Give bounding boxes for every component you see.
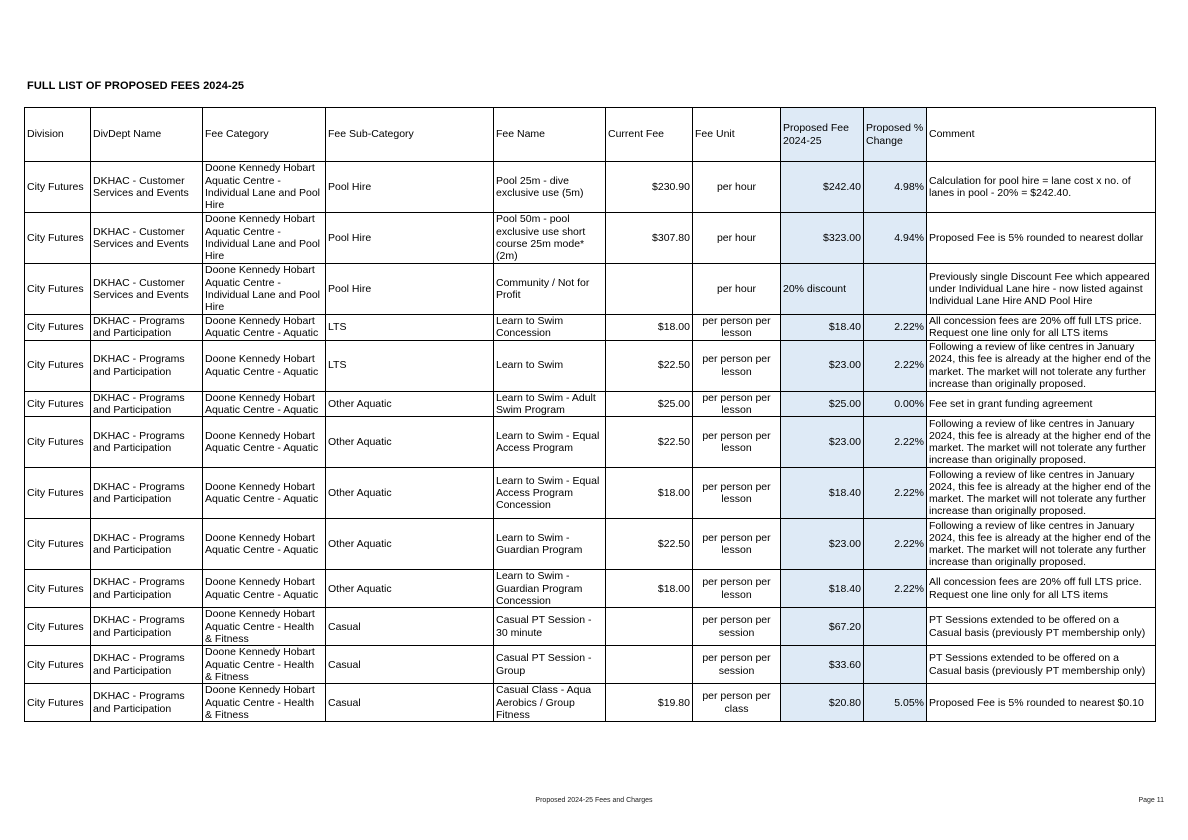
table-row xyxy=(25,570,1156,608)
fee-name-cell: Casual PT Session - 30 minute xyxy=(494,608,606,646)
fee-category-cell: Doone Kennedy Hobart Aquatic Centre - Aquatic xyxy=(203,468,326,519)
table-row xyxy=(25,264,1156,315)
current-fee-cell: $18.00 xyxy=(606,315,693,341)
percent-change-cell xyxy=(864,608,927,646)
current-fee-cell: $22.50 xyxy=(606,519,693,570)
table-row xyxy=(25,162,1156,213)
comment-cell: Fee set in grant funding agreement xyxy=(927,391,1156,417)
proposed-fee-cell: $20.80 xyxy=(781,684,864,722)
division-cell: City Futures xyxy=(25,608,91,646)
fee-category-cell: Doone Kennedy Hobart Aquatic Centre - Aquatic xyxy=(203,417,326,468)
current-fee-cell: $22.50 xyxy=(606,417,693,468)
column-header: Fee Sub-Category xyxy=(326,108,494,162)
fees-table xyxy=(24,107,1156,722)
page-number: Page 11 xyxy=(1138,797,1164,804)
divdept-cell: DKHAC - Programs and Participation xyxy=(91,570,203,608)
fee-unit-cell: per person per lesson xyxy=(693,315,781,341)
percent-change-cell: 0.00% xyxy=(864,391,927,417)
fee-unit-cell: per person per session xyxy=(693,608,781,646)
fee-name-cell: Learn to Swim - Equal Access Program xyxy=(494,417,606,468)
divdept-cell: DKHAC - Programs and Participation xyxy=(91,417,203,468)
fee-subcategory-cell: Casual xyxy=(326,684,494,722)
fee-category-cell: Doone Kennedy Hobart Aquatic Centre - Aquatic xyxy=(203,391,326,417)
fee-subcategory-cell: Pool Hire xyxy=(326,264,494,315)
fee-name-cell: Community / Not for Profit xyxy=(494,264,606,315)
proposed-fee-cell: $25.00 xyxy=(781,391,864,417)
proposed-fee-cell: $18.40 xyxy=(781,570,864,608)
fee-subcategory-cell: LTS xyxy=(326,315,494,341)
fee-category-cell: Doone Kennedy Hobart Aquatic Centre - Aquatic xyxy=(203,519,326,570)
fee-name-cell: Casual Class - Aqua Aerobics / Group Fitness xyxy=(494,684,606,722)
comment-cell: Proposed Fee is 5% rounded to nearest dollar xyxy=(927,213,1156,264)
table-row xyxy=(25,519,1156,570)
proposed-fee-cell: $67.20 xyxy=(781,608,864,646)
proposed-fee-cell: $23.00 xyxy=(781,519,864,570)
fee-subcategory-cell: LTS xyxy=(326,340,494,391)
fee-name-cell: Casual PT Session - Group xyxy=(494,646,606,684)
proposed-fee-cell: $18.40 xyxy=(781,468,864,519)
proposed-fee-cell: $23.00 xyxy=(781,417,864,468)
division-cell: City Futures xyxy=(25,213,91,264)
fee-unit-cell: per person per session xyxy=(693,646,781,684)
column-header: Comment xyxy=(927,108,1156,162)
footer-title: Proposed 2024-25 Fees and Charges xyxy=(535,797,653,804)
percent-change-cell: 4.98% xyxy=(864,162,927,213)
comment-cell: Following a review of like centres in January 2024, this fee is already at the higher end of the market. The market will not tolerate any further increase than originally proposed. xyxy=(927,519,1156,570)
table-row xyxy=(25,468,1156,519)
fee-name-cell: Learn to Swim - Adult Swim Program xyxy=(494,391,606,417)
fee-subcategory-cell: Other Aquatic xyxy=(326,519,494,570)
current-fee-cell xyxy=(606,608,693,646)
current-fee-cell: $19.80 xyxy=(606,684,693,722)
divdept-cell: DKHAC - Programs and Participation xyxy=(91,391,203,417)
fee-name-cell: Learn to Swim xyxy=(494,340,606,391)
fee-category-cell: Doone Kennedy Hobart Aquatic Centre - Individual Lane and Pool Hire xyxy=(203,162,326,213)
column-header: Fee Name xyxy=(494,108,606,162)
divdept-cell: DKHAC - Programs and Participation xyxy=(91,646,203,684)
fee-subcategory-cell: Other Aquatic xyxy=(326,417,494,468)
table-row xyxy=(25,213,1156,264)
comment-cell: PT Sessions extended to be offered on a Casual basis (previously PT membership only) xyxy=(927,646,1156,684)
percent-change-cell: 2.22% xyxy=(864,468,927,519)
proposed-fee-cell: $242.40 xyxy=(781,162,864,213)
table-row xyxy=(25,646,1156,684)
comment-cell: Calculation for pool hire = lane cost x no. of lanes in pool - 20% = $242.40. xyxy=(927,162,1156,213)
fee-unit-cell: per person per class xyxy=(693,684,781,722)
current-fee-cell: $307.80 xyxy=(606,213,693,264)
fee-name-cell: Pool 25m - dive exclusive use (5m) xyxy=(494,162,606,213)
fee-subcategory-cell: Casual xyxy=(326,608,494,646)
fee-category-cell: Doone Kennedy Hobart Aquatic Centre - Health & Fitness xyxy=(203,608,326,646)
current-fee-cell: $18.00 xyxy=(606,570,693,608)
divdept-cell: DKHAC - Programs and Participation xyxy=(91,684,203,722)
fee-name-cell: Learn to Swim Concession xyxy=(494,315,606,341)
percent-change-cell: 2.22% xyxy=(864,519,927,570)
division-cell: City Futures xyxy=(25,315,91,341)
fee-unit-cell: per hour xyxy=(693,162,781,213)
fee-unit-cell: per person per lesson xyxy=(693,468,781,519)
fee-category-cell: Doone Kennedy Hobart Aquatic Centre - Aquatic xyxy=(203,570,326,608)
percent-change-cell: 2.22% xyxy=(864,315,927,341)
comment-cell: Following a review of like centres in January 2024, this fee is already at the higher end of the market. The market will not tolerate any further increase than originally proposed. xyxy=(927,417,1156,468)
division-cell: City Futures xyxy=(25,468,91,519)
divdept-cell: DKHAC - Programs and Participation xyxy=(91,468,203,519)
table-row xyxy=(25,340,1156,391)
division-cell: City Futures xyxy=(25,162,91,213)
comment-cell: PT Sessions extended to be offered on a Casual basis (previously PT membership only) xyxy=(927,608,1156,646)
fee-subcategory-cell: Pool Hire xyxy=(326,213,494,264)
fee-subcategory-cell: Casual xyxy=(326,646,494,684)
comment-cell: All concession fees are 20% off full LTS price. Request one line only for all LTS items xyxy=(927,315,1156,341)
table-row xyxy=(25,391,1156,417)
percent-change-cell xyxy=(864,646,927,684)
division-cell: City Futures xyxy=(25,646,91,684)
current-fee-cell: $22.50 xyxy=(606,340,693,391)
fee-category-cell: Doone Kennedy Hobart Aquatic Centre - Aquatic xyxy=(203,315,326,341)
division-cell: City Futures xyxy=(25,570,91,608)
division-cell: City Futures xyxy=(25,391,91,417)
proposed-fee-cell: $33.60 xyxy=(781,646,864,684)
division-cell: City Futures xyxy=(25,684,91,722)
fee-category-cell: Doone Kennedy Hobart Aquatic Centre - Individual Lane and Pool Hire xyxy=(203,213,326,264)
page-heading: FULL LIST OF PROPOSED FEES 2024-25 xyxy=(27,80,245,92)
fee-category-cell: Doone Kennedy Hobart Aquatic Centre - Health & Fitness xyxy=(203,684,326,722)
divdept-cell: DKHAC - Programs and Participation xyxy=(91,340,203,391)
divdept-cell: DKHAC - Customer Services and Events xyxy=(91,162,203,213)
comment-cell: Following a review of like centres in January 2024, this fee is already at the higher end of the market. The market will not tolerate any further increase than originally proposed. xyxy=(927,468,1156,519)
comment-cell: All concession fees are 20% off full LTS price. Request one line only for all LTS items xyxy=(927,570,1156,608)
divdept-cell: DKHAC - Customer Services and Events xyxy=(91,264,203,315)
column-header: Current Fee xyxy=(606,108,693,162)
fee-category-cell: Doone Kennedy Hobart Aquatic Centre - Individual Lane and Pool Hire xyxy=(203,264,326,315)
comment-cell: Previously single Discount Fee which appeared under Individual Lane hire - now listed against Individual Lane Hire AND Pool Hire xyxy=(927,264,1156,315)
fee-subcategory-cell: Other Aquatic xyxy=(326,468,494,519)
division-cell: City Futures xyxy=(25,417,91,468)
fee-unit-cell: per person per lesson xyxy=(693,391,781,417)
column-header: Division xyxy=(25,108,91,162)
fee-unit-cell: per person per lesson xyxy=(693,417,781,468)
column-header: DivDept Name xyxy=(91,108,203,162)
proposed-fee-cell: $323.00 xyxy=(781,213,864,264)
percent-change-cell: 4.94% xyxy=(864,213,927,264)
fee-name-cell: Learn to Swim - Guardian Program Concession xyxy=(494,570,606,608)
fee-subcategory-cell: Other Aquatic xyxy=(326,391,494,417)
comment-cell: Following a review of like centres in January 2024, this fee is already at the higher end of the market. The market will not tolerate any further increase than originally proposed. xyxy=(927,340,1156,391)
divdept-cell: DKHAC - Programs and Participation xyxy=(91,315,203,341)
percent-change-cell: 2.22% xyxy=(864,570,927,608)
table-header-row xyxy=(25,108,1156,162)
column-header: Proposed Fee 2024-25 xyxy=(781,108,864,162)
fee-subcategory-cell: Pool Hire xyxy=(326,162,494,213)
fee-name-cell: Learn to Swim - Guardian Program xyxy=(494,519,606,570)
division-cell: City Futures xyxy=(25,519,91,570)
current-fee-cell: $230.90 xyxy=(606,162,693,213)
column-header: Fee Unit xyxy=(693,108,781,162)
current-fee-cell: $25.00 xyxy=(606,391,693,417)
column-header: Fee Category xyxy=(203,108,326,162)
fee-subcategory-cell: Other Aquatic xyxy=(326,570,494,608)
fee-unit-cell: per person per lesson xyxy=(693,519,781,570)
division-cell: City Futures xyxy=(25,264,91,315)
current-fee-cell xyxy=(606,264,693,315)
proposed-fee-cell: 20% discount xyxy=(781,264,864,315)
percent-change-cell: 2.22% xyxy=(864,417,927,468)
column-header: Proposed % Change xyxy=(864,108,927,162)
fee-unit-cell: per hour xyxy=(693,264,781,315)
percent-change-cell: 5.05% xyxy=(864,684,927,722)
percent-change-cell: 2.22% xyxy=(864,340,927,391)
table-row xyxy=(25,608,1156,646)
fee-category-cell: Doone Kennedy Hobart Aquatic Centre - Health & Fitness xyxy=(203,646,326,684)
current-fee-cell xyxy=(606,646,693,684)
fee-name-cell: Learn to Swim - Equal Access Program Concession xyxy=(494,468,606,519)
fee-unit-cell: per hour xyxy=(693,213,781,264)
division-cell: City Futures xyxy=(25,340,91,391)
divdept-cell: DKHAC - Customer Services and Events xyxy=(91,213,203,264)
fee-name-cell: Pool 50m - pool exclusive use short course 25m mode* (2m) xyxy=(494,213,606,264)
divdept-cell: DKHAC - Programs and Participation xyxy=(91,608,203,646)
fee-unit-cell: per person per lesson xyxy=(693,340,781,391)
fee-unit-cell: per person per lesson xyxy=(693,570,781,608)
table-row xyxy=(25,315,1156,341)
proposed-fee-cell: $23.00 xyxy=(781,340,864,391)
comment-cell: Proposed Fee is 5% rounded to nearest $0.10 xyxy=(927,684,1156,722)
percent-change-cell xyxy=(864,264,927,315)
divdept-cell: DKHAC - Programs and Participation xyxy=(91,519,203,570)
fee-category-cell: Doone Kennedy Hobart Aquatic Centre - Aquatic xyxy=(203,340,326,391)
table-row xyxy=(25,417,1156,468)
proposed-fee-cell: $18.40 xyxy=(781,315,864,341)
table-row xyxy=(25,684,1156,722)
current-fee-cell: $18.00 xyxy=(606,468,693,519)
